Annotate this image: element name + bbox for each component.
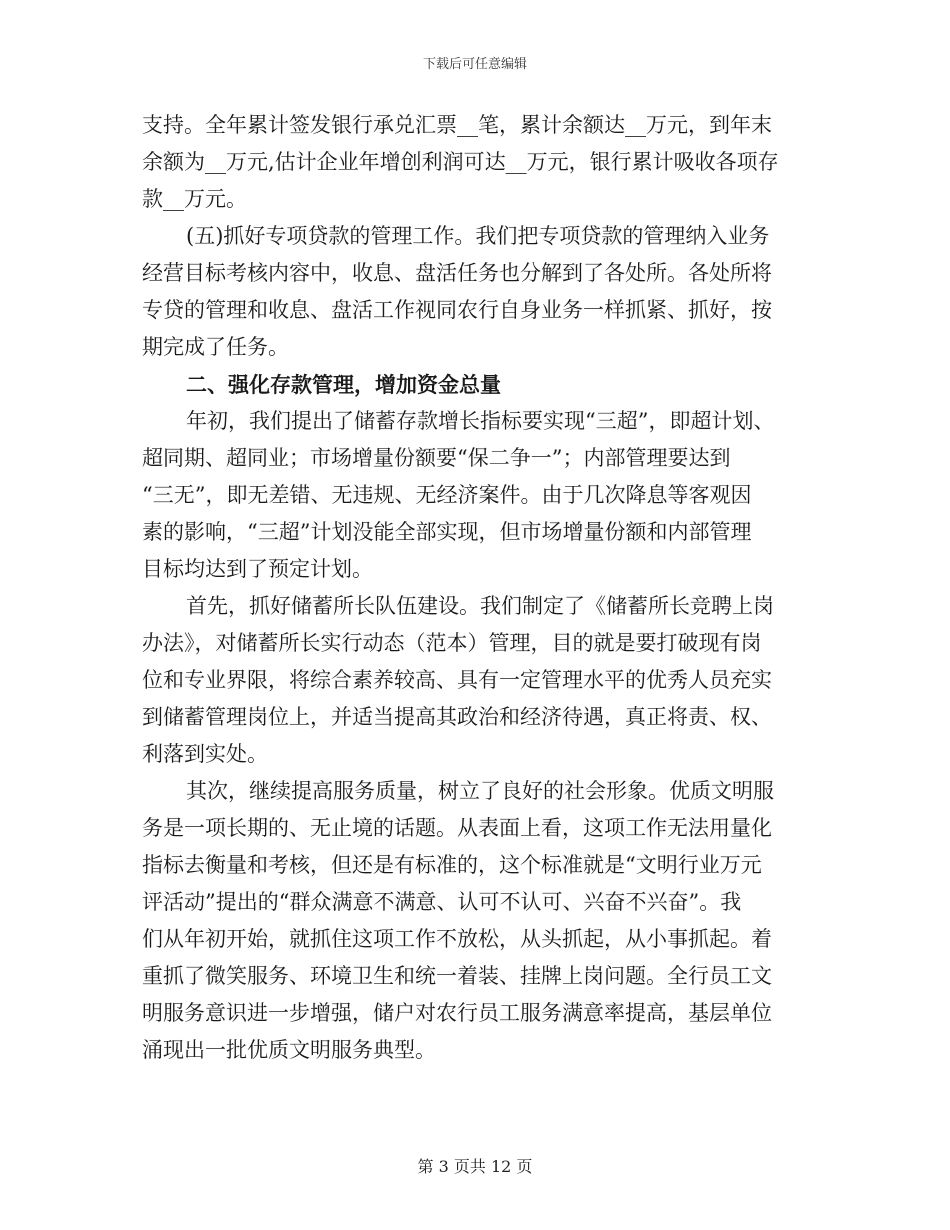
- text-line: “三无”，即无差错、无违规、无经济案件。由于几次降息等客观因: [142, 483, 752, 507]
- document-body: [142, 107, 822, 1069]
- text-line: 到储蓄管理岗位上，并适当提高其政治和经济待遇，真正将责、权、: [142, 705, 772, 729]
- text-line: 明服务意识进一步增强，储户对农行员工服务满意率提高，基层单位: [142, 1001, 772, 1025]
- text-line: 首先，抓好储蓄所长队伍建设。我们制定了《储蓄所长竞聘上岗: [186, 594, 774, 618]
- section-heading: 二、强化存款管理，增加资金总量: [186, 372, 501, 397]
- text-line: 素的影响，“三超”计划没能全部实现，但市场增量份额和内部管理: [142, 520, 752, 544]
- text-line: 目标均达到了预定计划。: [142, 557, 373, 581]
- text-line: 余额为__万元,估计企业年增创利润可达__万元，银行累计吸收各项存: [142, 150, 779, 174]
- page-footer: 第 3 页共 12 页: [417, 1157, 533, 1176]
- text-line: 务是一项长期的、无止境的话题。从表面上看，这项工作无法用量化: [142, 816, 772, 840]
- text-line: 款__万元。: [142, 187, 247, 211]
- text-line: (五)抓好专项贷款的管理工作。我们把专项贷款的管理纳入业务: [186, 224, 770, 248]
- text-line: 经营目标考核内容中，收息、盘活任务也分解到了各处所。各处所将: [142, 261, 772, 285]
- text-line: 指标去衡量和考核，但还是有标准的，这个标准就是“文明行业万元: [142, 853, 762, 877]
- text-line: 评活动”提出的“群众满意不满意、认可不认可、兴奋不兴奋”。我: [142, 890, 742, 914]
- text-line: 期完成了任务。: [142, 335, 289, 359]
- text-line: 重抓了微笑服务、环境卫生和统一着装、挂牌上岗问题。全行员工文: [142, 964, 772, 988]
- text-line: 超同期、超同业；市场增量份额要“保二争一”；内部管理要达到: [142, 446, 731, 470]
- text-line: 年初，我们提出了储蓄存款增长指标要实现“三超”，即超计划、: [186, 409, 775, 433]
- text-line: 专贷的管理和收息、盘活工作视同农行自身业务一样抓紧、抓好，按: [142, 298, 772, 322]
- text-line: 们从年初开始，就抓住这项工作不放松，从头抓起，从小事抓起。着: [142, 927, 772, 951]
- text-line: 利落到实处。: [142, 742, 268, 766]
- text-line: 位和专业界限，将综合素养较高、具有一定管理水平的优秀人员充实: [142, 668, 772, 692]
- text-line: 办法》，对储蓄所长实行动态（范本）管理，目的就是要打破现有岗: [142, 631, 762, 655]
- text-line: 支持。全年累计签发银行承兑汇票__笔，累计余额达__万元，到年末: [142, 113, 772, 137]
- page-header: 下载后可任意编辑: [422, 57, 527, 72]
- text-line: 其次，继续提高服务质量，树立了良好的社会形象。优质文明服: [186, 779, 774, 803]
- text-line: 涌现出一批优质文明服务典型。: [142, 1038, 436, 1062]
